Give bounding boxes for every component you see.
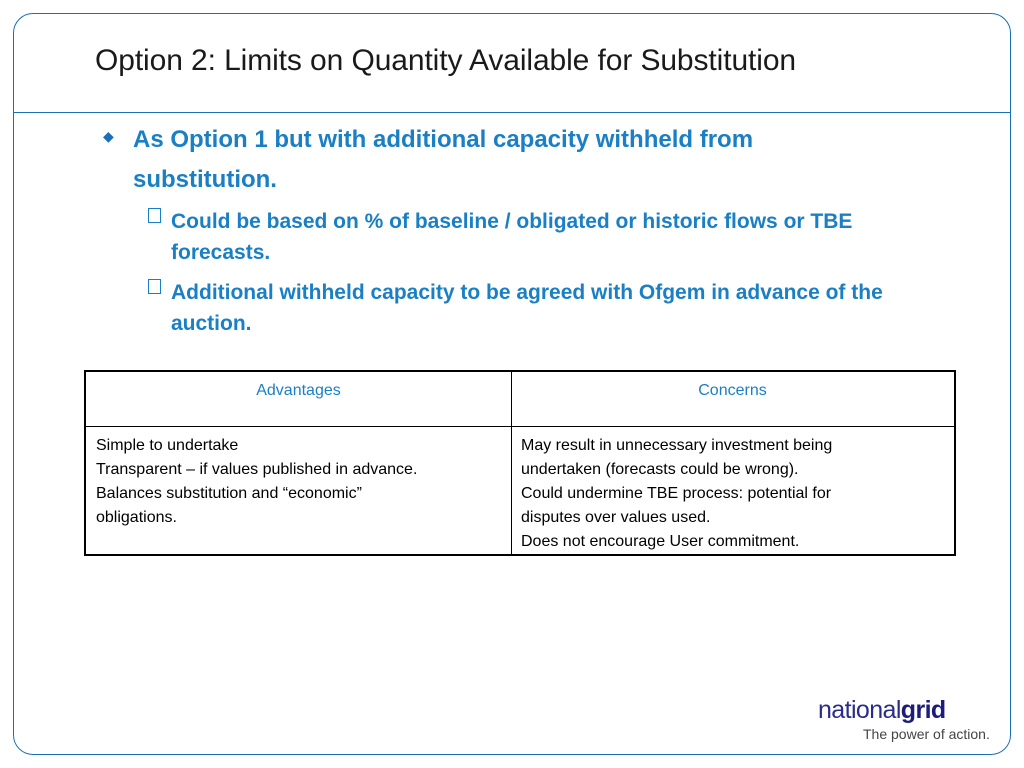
concerns-line: Could undermine TBE process: potential for <box>521 485 832 502</box>
concerns-line: May result in unnecessary investment being <box>521 437 833 454</box>
advantages-line: Balances substitution and “economic” <box>96 485 362 502</box>
comparison-table <box>84 370 956 556</box>
diamond-bullet-icon: ◆ <box>103 128 114 144</box>
logo-name-bold: grid <box>900 696 946 724</box>
advantages-line: Transparent – if values published in advance. <box>96 461 418 478</box>
title-divider <box>13 112 1011 113</box>
logo-name-light: national <box>818 696 901 724</box>
advantages-line: obligations. <box>96 509 177 526</box>
logo-tagline: The power of action. <box>863 726 990 742</box>
slide-title: Option 2: Limits on Quantity Available for Substitution <box>95 44 797 77</box>
header-concerns: Concerns <box>698 382 767 399</box>
concerns-line: undertaken (forecasts could be wrong). <box>521 461 799 478</box>
box-bullet-icon <box>148 208 161 223</box>
sub-bullet-text: Additional withheld capacity to be agreed with Ofgem in advance of the auction. <box>171 281 883 335</box>
box-bullet-icon <box>148 279 161 294</box>
concerns-line: disputes over values used. <box>521 509 711 526</box>
concerns-line: Does not encourage User commitment. <box>521 533 800 550</box>
advantages-line: Simple to undertake <box>96 437 239 454</box>
logo-wordmark <box>818 696 946 725</box>
header-advantages: Advantages <box>256 382 341 399</box>
sub-bullet-text: Could be based on % of baseline / obligated or historic flows or TBE forecasts. <box>171 210 853 264</box>
national-grid-logo <box>818 696 990 742</box>
concerns-cell <box>521 434 832 554</box>
main-bullet-text: As Option 1 but with additional capacity withheld from substitution. <box>133 126 754 193</box>
advantages-cell <box>96 434 417 530</box>
header-divider <box>86 426 954 427</box>
